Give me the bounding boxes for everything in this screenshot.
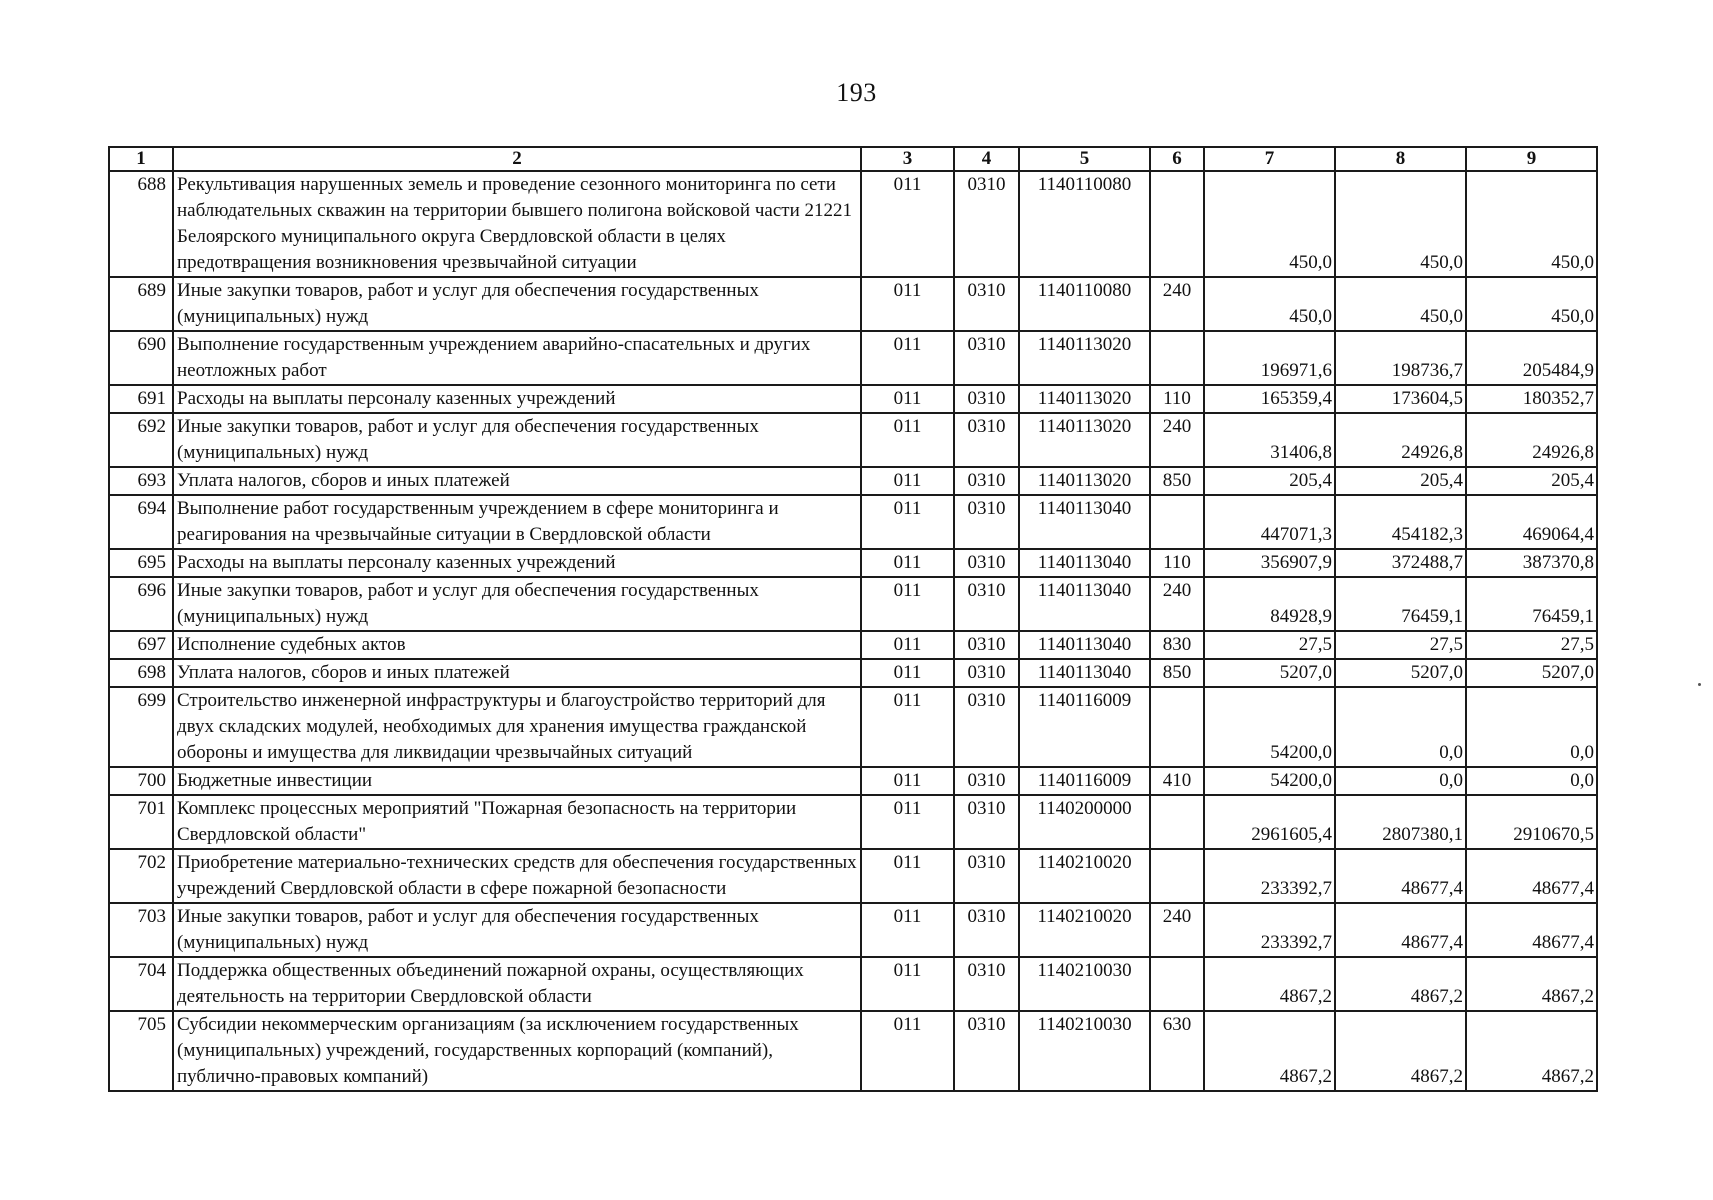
table-row [109, 385, 1597, 413]
stray-mark [1698, 683, 1701, 686]
amount-col9-cell: 76459,1 [1466, 577, 1597, 631]
section-code-cell: 0310 [954, 631, 1019, 659]
header-cell-8: 8 [1335, 147, 1466, 171]
target-code-cell: 1140110080 [1019, 277, 1150, 331]
expense-type-cell [1150, 495, 1204, 549]
target-code-cell: 1140113020 [1019, 385, 1150, 413]
row-number-cell: 701 [109, 795, 173, 849]
ministry-code-cell: 011 [861, 957, 954, 1011]
amount-col9-cell: 48677,4 [1466, 903, 1597, 957]
amount-col9-cell: 387370,8 [1466, 549, 1597, 577]
amount-col7-cell: 450,0 [1204, 277, 1335, 331]
page-number: 193 [836, 78, 877, 107]
header-cell-3: 3 [861, 147, 954, 171]
target-code-cell: 1140113020 [1019, 331, 1150, 385]
row-number-cell: 702 [109, 849, 173, 903]
item-name-cell: Иные закупки товаров, работ и услуг для обеспечения государственных (муниципальных) нужд [173, 903, 861, 957]
target-code-cell: 1140210030 [1019, 957, 1150, 1011]
header-cell-2: 2 [173, 147, 861, 171]
budget-table [108, 146, 1598, 1092]
header-cell-4: 4 [954, 147, 1019, 171]
ministry-code-cell: 011 [861, 467, 954, 495]
amount-col7-cell: 4867,2 [1204, 957, 1335, 1011]
amount-col8-cell: 198736,7 [1335, 331, 1466, 385]
expense-type-cell: 110 [1150, 385, 1204, 413]
header-cell-7: 7 [1204, 147, 1335, 171]
target-code-cell: 1140113040 [1019, 577, 1150, 631]
expense-type-cell: 850 [1150, 659, 1204, 687]
item-name-cell: Комплекс процессных мероприятий "Пожарная безопасность на территории Свердловской области" [173, 795, 861, 849]
expense-type-cell [1150, 957, 1204, 1011]
target-code-cell: 1140210020 [1019, 849, 1150, 903]
amount-col9-cell: 450,0 [1466, 277, 1597, 331]
amount-col8-cell: 76459,1 [1335, 577, 1466, 631]
amount-col7-cell: 5207,0 [1204, 659, 1335, 687]
section-code-cell: 0310 [954, 331, 1019, 385]
ministry-code-cell: 011 [861, 385, 954, 413]
table-row [109, 495, 1597, 549]
amount-col8-cell: 48677,4 [1335, 849, 1466, 903]
amount-col9-cell: 180352,7 [1466, 385, 1597, 413]
amount-col7-cell: 4867,2 [1204, 1011, 1335, 1091]
section-code-cell: 0310 [954, 385, 1019, 413]
row-number-cell: 704 [109, 957, 173, 1011]
item-name-cell: Строительство инженерной инфраструктуры и благоустройство территорий для двух складских модулей, необходимых для хранения имущества гражданской обороны и имущества для ликвидации чрезвычайных ситуаций [173, 687, 861, 767]
amount-col8-cell: 2807380,1 [1335, 795, 1466, 849]
ministry-code-cell: 011 [861, 413, 954, 467]
item-name-cell: Выполнение государственным учреждением аварийно-спасательных и других неотложных работ [173, 331, 861, 385]
ministry-code-cell: 011 [861, 767, 954, 795]
section-code-cell: 0310 [954, 687, 1019, 767]
item-name-cell: Расходы на выплаты персоналу казенных учреждений [173, 385, 861, 413]
expense-type-cell: 830 [1150, 631, 1204, 659]
amount-col9-cell: 0,0 [1466, 687, 1597, 767]
ministry-code-cell: 011 [861, 277, 954, 331]
target-code-cell: 1140113020 [1019, 467, 1150, 495]
item-name-cell: Приобретение материально-технических средств для обеспечения государственных учреждений Свердловской области в сфере пожарной безопасности [173, 849, 861, 903]
ministry-code-cell: 011 [861, 687, 954, 767]
amount-col8-cell: 0,0 [1335, 687, 1466, 767]
header-cell-1: 1 [109, 147, 173, 171]
row-number-cell: 693 [109, 467, 173, 495]
target-code-cell: 1140113040 [1019, 631, 1150, 659]
expense-type-cell [1150, 687, 1204, 767]
item-name-cell: Субсидии некоммерческим организациям (за исключением государственных (муниципальных) учреждений, государственных корпораций (компаний), публично-правовых компаний) [173, 1011, 861, 1091]
section-code-cell: 0310 [954, 171, 1019, 277]
item-name-cell: Иные закупки товаров, работ и услуг для обеспечения государственных (муниципальных) нужд [173, 577, 861, 631]
ministry-code-cell: 011 [861, 849, 954, 903]
section-code-cell: 0310 [954, 659, 1019, 687]
ministry-code-cell: 011 [861, 577, 954, 631]
target-code-cell: 1140210020 [1019, 903, 1150, 957]
amount-col7-cell: 31406,8 [1204, 413, 1335, 467]
amount-col8-cell: 205,4 [1335, 467, 1466, 495]
expense-type-cell: 240 [1150, 277, 1204, 331]
amount-col8-cell: 48677,4 [1335, 903, 1466, 957]
section-code-cell: 0310 [954, 903, 1019, 957]
item-name-cell: Расходы на выплаты персоналу казенных учреждений [173, 549, 861, 577]
amount-col8-cell: 0,0 [1335, 767, 1466, 795]
expense-type-cell: 630 [1150, 1011, 1204, 1091]
amount-col9-cell: 469064,4 [1466, 495, 1597, 549]
item-name-cell: Выполнение работ государственным учреждением в сфере мониторинга и реагирования на чрезвычайные ситуации в Свердловской области [173, 495, 861, 549]
item-name-cell: Иные закупки товаров, работ и услуг для обеспечения государственных (муниципальных) нужд [173, 277, 861, 331]
amount-col8-cell: 4867,2 [1335, 1011, 1466, 1091]
expense-type-cell [1150, 849, 1204, 903]
table-row [109, 171, 1597, 277]
row-number-cell: 688 [109, 171, 173, 277]
header-cell-5: 5 [1019, 147, 1150, 171]
ministry-code-cell: 011 [861, 631, 954, 659]
expense-type-cell: 240 [1150, 413, 1204, 467]
ministry-code-cell: 011 [861, 495, 954, 549]
amount-col7-cell: 196971,6 [1204, 331, 1335, 385]
table-row [109, 577, 1597, 631]
expense-type-cell [1150, 331, 1204, 385]
amount-col7-cell: 2961605,4 [1204, 795, 1335, 849]
amount-col7-cell: 450,0 [1204, 171, 1335, 277]
item-name-cell: Бюджетные инвестиции [173, 767, 861, 795]
ministry-code-cell: 011 [861, 549, 954, 577]
target-code-cell: 1140116009 [1019, 767, 1150, 795]
section-code-cell: 0310 [954, 413, 1019, 467]
table-row [109, 413, 1597, 467]
amount-col9-cell: 205484,9 [1466, 331, 1597, 385]
item-name-cell: Уплата налогов, сборов и иных платежей [173, 467, 861, 495]
amount-col8-cell: 5207,0 [1335, 659, 1466, 687]
amount-col8-cell: 4867,2 [1335, 957, 1466, 1011]
section-code-cell: 0310 [954, 849, 1019, 903]
table-row [109, 331, 1597, 385]
expense-type-cell: 240 [1150, 903, 1204, 957]
table-row [109, 903, 1597, 957]
amount-col9-cell: 24926,8 [1466, 413, 1597, 467]
expense-type-cell: 110 [1150, 549, 1204, 577]
amount-col7-cell: 447071,3 [1204, 495, 1335, 549]
section-code-cell: 0310 [954, 277, 1019, 331]
row-number-cell: 697 [109, 631, 173, 659]
section-code-cell: 0310 [954, 577, 1019, 631]
ministry-code-cell: 011 [861, 903, 954, 957]
item-name-cell: Поддержка общественных объединений пожарной охраны, осуществляющих деятельность на территории Свердловской области [173, 957, 861, 1011]
amount-col7-cell: 54200,0 [1204, 687, 1335, 767]
table-row [109, 549, 1597, 577]
amount-col9-cell: 2910670,5 [1466, 795, 1597, 849]
row-number-cell: 698 [109, 659, 173, 687]
target-code-cell: 1140113040 [1019, 659, 1150, 687]
amount-col7-cell: 27,5 [1204, 631, 1335, 659]
row-number-cell: 696 [109, 577, 173, 631]
table-row [109, 795, 1597, 849]
expense-type-cell [1150, 795, 1204, 849]
amount-col7-cell: 356907,9 [1204, 549, 1335, 577]
amount-col9-cell: 205,4 [1466, 467, 1597, 495]
table-row [109, 659, 1597, 687]
table-row [109, 849, 1597, 903]
section-code-cell: 0310 [954, 957, 1019, 1011]
row-number-cell: 705 [109, 1011, 173, 1091]
table-row [109, 687, 1597, 767]
ministry-code-cell: 011 [861, 1011, 954, 1091]
row-number-cell: 699 [109, 687, 173, 767]
item-name-cell: Рекультивация нарушенных земель и проведение сезонного мониторинга по сети наблюдательных скважин на территории бывшего полигона войсковой части 21221 Белоярского муниципального округа Свердловской области в целях предотвращения возникновения чрезвычайной ситуации [173, 171, 861, 277]
item-name-cell: Иные закупки товаров, работ и услуг для обеспечения государственных (муниципальных) нужд [173, 413, 861, 467]
expense-type-cell: 850 [1150, 467, 1204, 495]
header-cell-9: 9 [1466, 147, 1597, 171]
section-code-cell: 0310 [954, 549, 1019, 577]
table-row [109, 277, 1597, 331]
table-row [109, 631, 1597, 659]
amount-col9-cell: 27,5 [1466, 631, 1597, 659]
amount-col7-cell: 54200,0 [1204, 767, 1335, 795]
amount-col9-cell: 4867,2 [1466, 957, 1597, 1011]
ministry-code-cell: 011 [861, 171, 954, 277]
amount-col8-cell: 450,0 [1335, 277, 1466, 331]
amount-col9-cell: 5207,0 [1466, 659, 1597, 687]
header-cell-6: 6 [1150, 147, 1204, 171]
target-code-cell: 1140113040 [1019, 549, 1150, 577]
target-code-cell: 1140113040 [1019, 495, 1150, 549]
amount-col8-cell: 372488,7 [1335, 549, 1466, 577]
table-body [109, 171, 1597, 1091]
expense-type-cell: 410 [1150, 767, 1204, 795]
row-number-cell: 703 [109, 903, 173, 957]
expense-type-cell: 240 [1150, 577, 1204, 631]
ministry-code-cell: 011 [861, 331, 954, 385]
expense-type-cell [1150, 171, 1204, 277]
row-number-cell: 689 [109, 277, 173, 331]
amount-col7-cell: 84928,9 [1204, 577, 1335, 631]
table-row [109, 1011, 1597, 1091]
amount-col8-cell: 24926,8 [1335, 413, 1466, 467]
amount-col7-cell: 165359,4 [1204, 385, 1335, 413]
target-code-cell: 1140210030 [1019, 1011, 1150, 1091]
amount-col8-cell: 173604,5 [1335, 385, 1466, 413]
section-code-cell: 0310 [954, 767, 1019, 795]
target-code-cell: 1140113020 [1019, 413, 1150, 467]
target-code-cell: 1140116009 [1019, 687, 1150, 767]
section-code-cell: 0310 [954, 795, 1019, 849]
amount-col9-cell: 450,0 [1466, 171, 1597, 277]
section-code-cell: 0310 [954, 467, 1019, 495]
row-number-cell: 692 [109, 413, 173, 467]
amount-col8-cell: 27,5 [1335, 631, 1466, 659]
amount-col7-cell: 233392,7 [1204, 849, 1335, 903]
ministry-code-cell: 011 [861, 795, 954, 849]
amount-col7-cell: 233392,7 [1204, 903, 1335, 957]
row-number-cell: 694 [109, 495, 173, 549]
amount-col8-cell: 450,0 [1335, 171, 1466, 277]
section-code-cell: 0310 [954, 495, 1019, 549]
table-row [109, 957, 1597, 1011]
section-code-cell: 0310 [954, 1011, 1019, 1091]
row-number-cell: 700 [109, 767, 173, 795]
ministry-code-cell: 011 [861, 659, 954, 687]
table-row [109, 467, 1597, 495]
target-code-cell: 1140110080 [1019, 171, 1150, 277]
row-number-cell: 695 [109, 549, 173, 577]
item-name-cell: Уплата налогов, сборов и иных платежей [173, 659, 861, 687]
target-code-cell: 1140200000 [1019, 795, 1150, 849]
amount-col7-cell: 205,4 [1204, 467, 1335, 495]
amount-col9-cell: 48677,4 [1466, 849, 1597, 903]
table-row [109, 767, 1597, 795]
amount-col8-cell: 454182,3 [1335, 495, 1466, 549]
row-number-cell: 691 [109, 385, 173, 413]
amount-col9-cell: 0,0 [1466, 767, 1597, 795]
amount-col9-cell: 4867,2 [1466, 1011, 1597, 1091]
row-number-cell: 690 [109, 331, 173, 385]
item-name-cell: Исполнение судебных актов [173, 631, 861, 659]
header-row [109, 147, 1597, 171]
